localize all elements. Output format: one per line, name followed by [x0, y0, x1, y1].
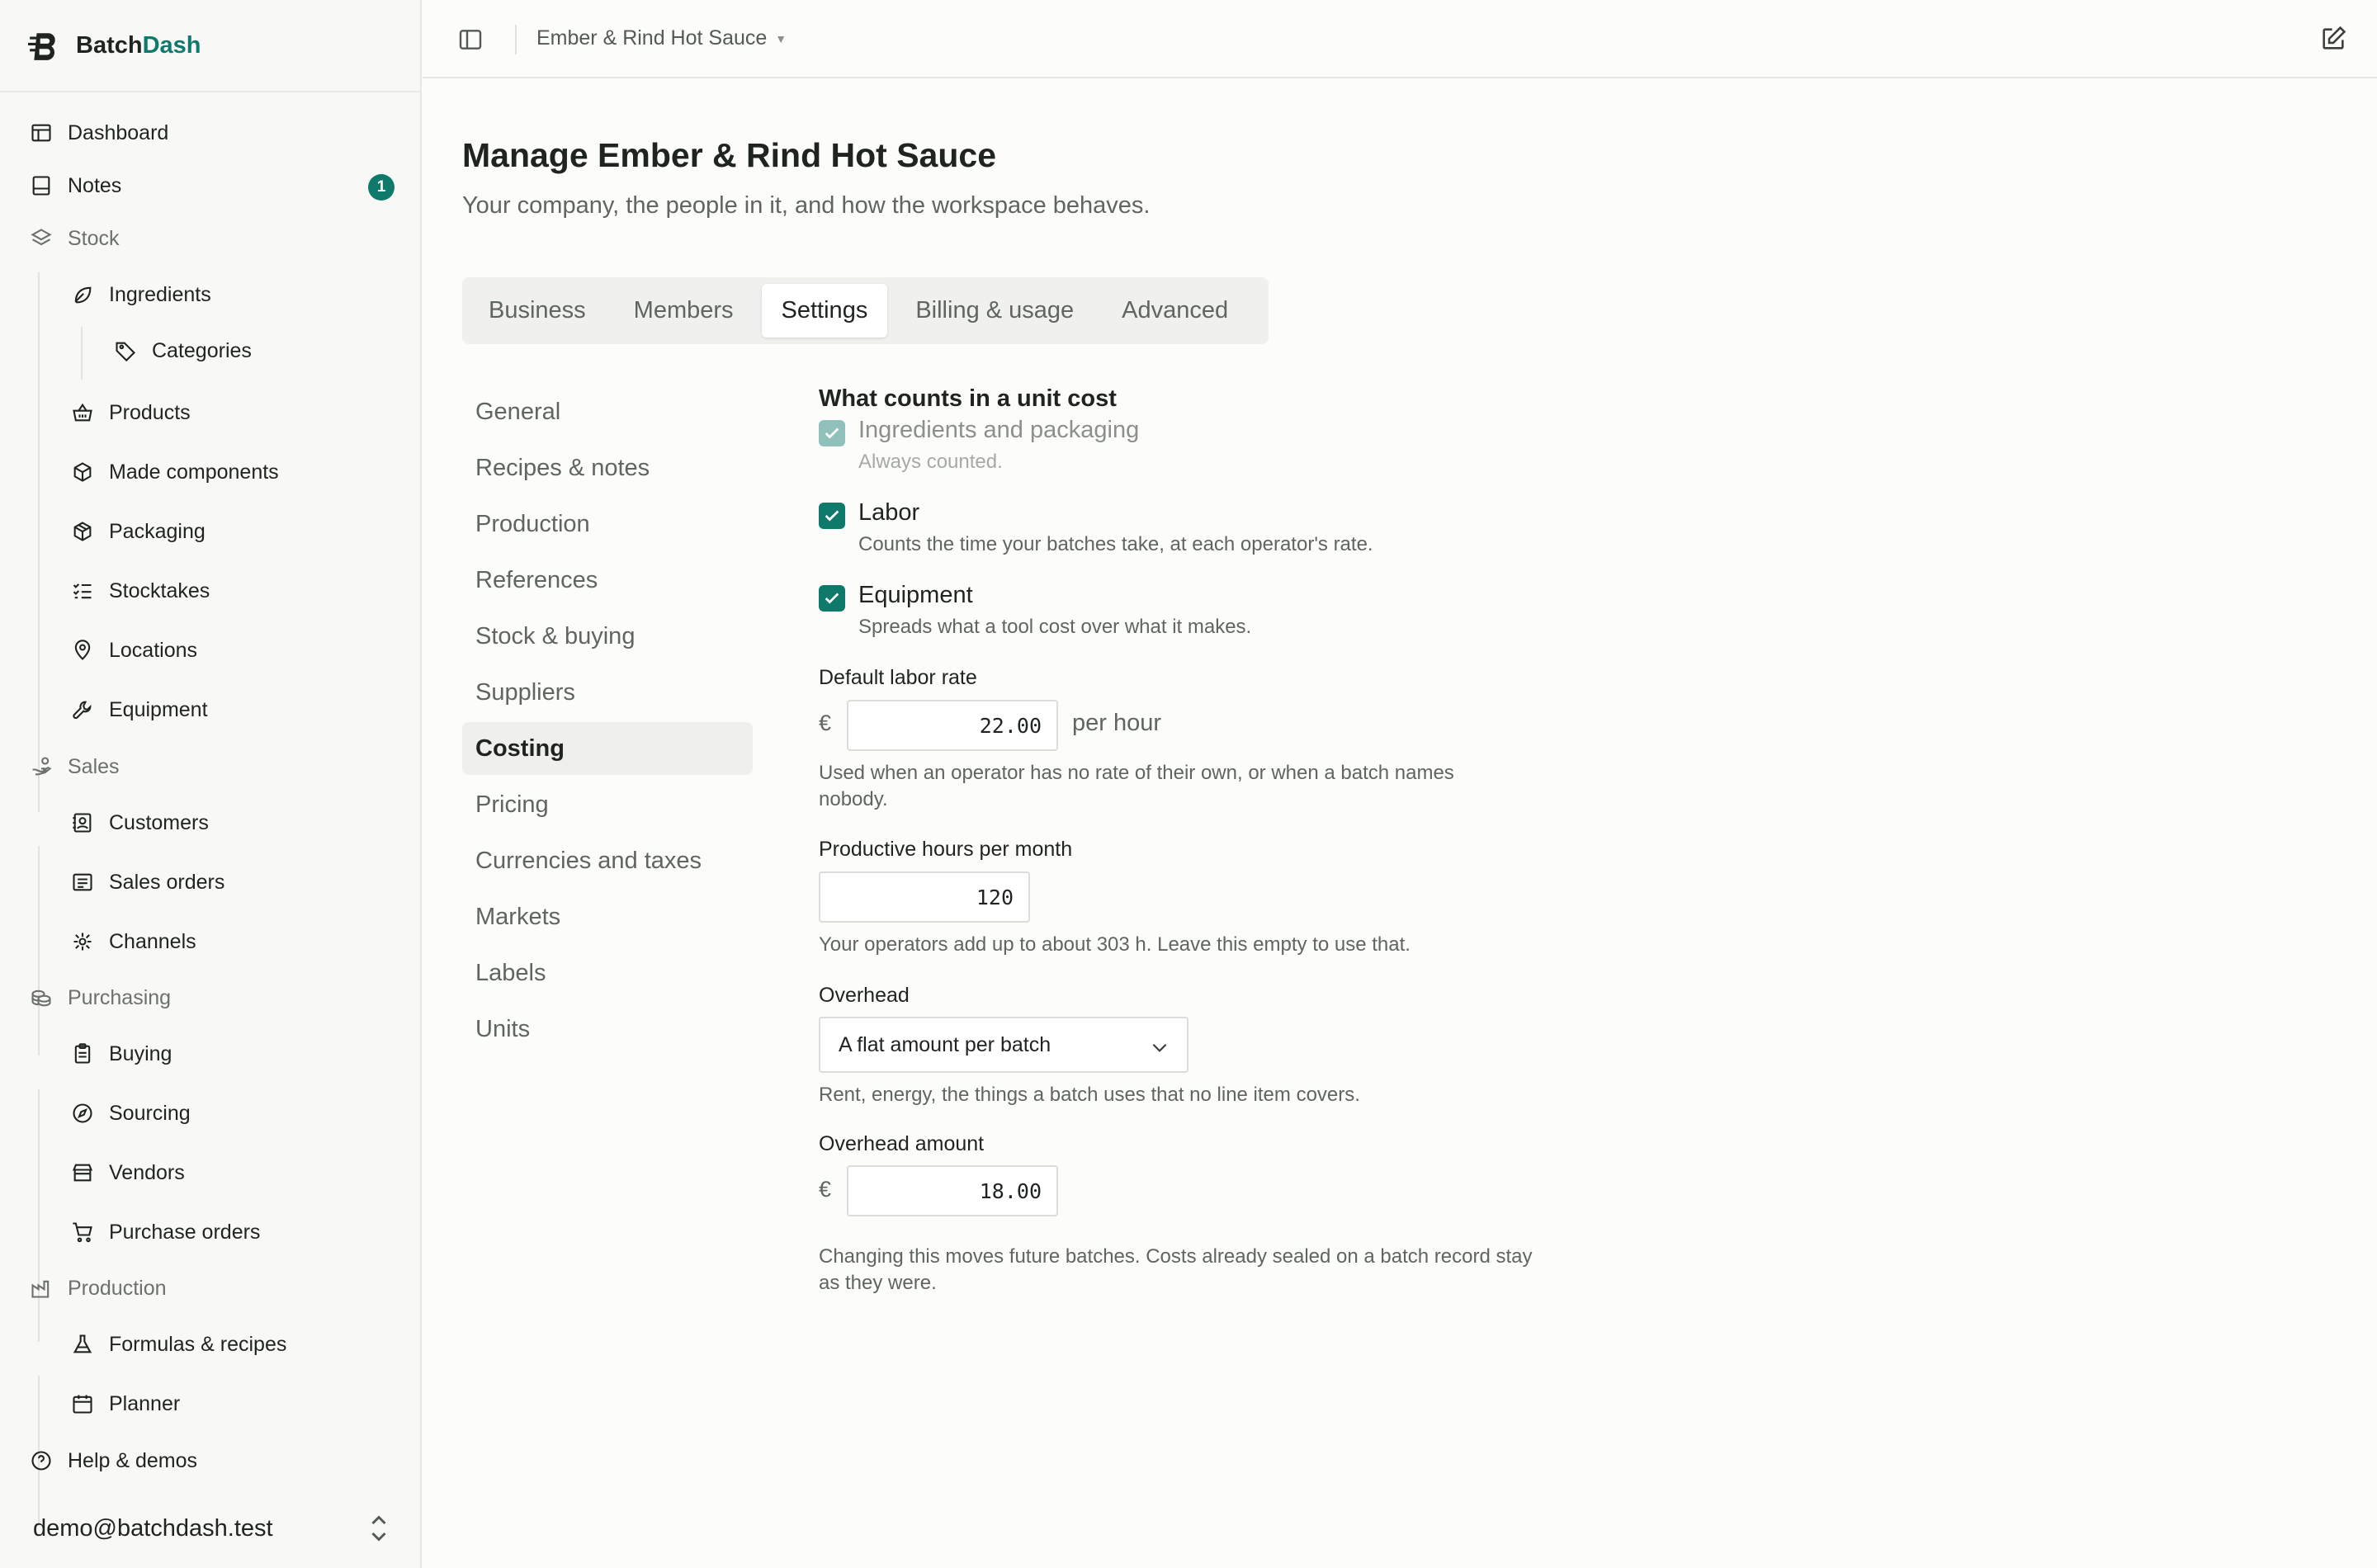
brand[interactable]	[0, 0, 420, 92]
dashboard-icon	[28, 120, 54, 146]
layers-icon	[28, 225, 54, 252]
tree-line-sales	[38, 846, 40, 1056]
equipment-desc: Spreads what a tool cost over what it makes.	[858, 616, 1252, 638]
sidebar-item-label: Buying	[109, 1041, 172, 1065]
account-switcher[interactable]	[0, 1489, 420, 1568]
unit-cost-section-title: What counts in a unit cost	[819, 385, 1117, 412]
flask-icon	[69, 1331, 96, 1358]
clipboard-icon	[69, 1041, 96, 1067]
sidebar-item-channels[interactable]	[69, 919, 196, 965]
sidebar-item-locations[interactable]	[69, 627, 197, 673]
sidebar-item-customers[interactable]	[69, 800, 209, 846]
receipt-icon	[69, 869, 96, 895]
equipment-checkbox[interactable]	[819, 585, 845, 612]
sidebar-item-products[interactable]	[69, 390, 191, 436]
app-name: BatchDash	[76, 31, 201, 59]
contact-icon	[69, 810, 96, 836]
edit-icon[interactable]	[2319, 25, 2347, 53]
help-circle-icon	[28, 1448, 54, 1474]
productive-hours-input[interactable]: 120	[819, 871, 1030, 923]
subnav-suppliers[interactable]: Suppliers	[475, 678, 575, 706]
check-icon	[823, 589, 841, 607]
sidebar-item-ingredients[interactable]	[69, 272, 211, 318]
overhead-label: Overhead	[819, 984, 910, 1007]
cube-icon	[69, 459, 96, 485]
settings-tabs	[462, 277, 1269, 344]
ingredients-packaging-desc: Always counted.	[858, 451, 1003, 473]
sidebar	[0, 0, 422, 1568]
sidebar-section-label: Production	[68, 1276, 167, 1300]
tab-members[interactable]: Members	[633, 297, 734, 324]
sidebar-item-buying[interactable]	[69, 1031, 172, 1077]
subnav-references[interactable]: References	[475, 566, 598, 593]
tree-line-stock	[38, 272, 40, 812]
page-subtitle: Your company, the people in it, and how the workspace behaves.	[462, 192, 1151, 219]
sidebar-item-packaging[interactable]	[69, 508, 206, 555]
labor-rate-currency: €	[819, 711, 832, 735]
overhead-amount-label: Overhead amount	[819, 1132, 985, 1155]
tab-billing-usage[interactable]: Billing & usage	[915, 297, 1075, 324]
sidebar-item-help-demos[interactable]	[28, 1438, 197, 1484]
calendar-icon	[69, 1391, 96, 1417]
sidebar-item-stocktakes[interactable]	[69, 568, 210, 614]
subnav-labels[interactable]: Labels	[475, 959, 546, 986]
sidebar-item-label: Equipment	[109, 697, 208, 721]
ingredients-packaging-checkbox	[819, 420, 845, 446]
sidebar-item-label: Made components	[109, 460, 279, 484]
hand-coins-icon	[28, 753, 54, 780]
labor-rate-input[interactable]: 22.00	[847, 700, 1058, 751]
package-icon	[69, 518, 96, 545]
inbox-icon	[28, 172, 54, 199]
chevrons-up-down-icon	[369, 1514, 389, 1543]
notes-count-badge: 1	[368, 174, 395, 201]
breadcrumb-company[interactable]	[536, 26, 787, 50]
basket-icon	[69, 399, 96, 426]
equipment-label: Equipment	[858, 582, 973, 608]
subnav-production[interactable]: Production	[475, 510, 590, 537]
sidebar-item-sourcing[interactable]	[69, 1090, 191, 1136]
checklist-icon	[69, 578, 96, 604]
sidebar-item-formulas-recipes[interactable]	[69, 1321, 286, 1367]
main-content	[462, 78, 2377, 1568]
sidebar-item-equipment[interactable]	[69, 687, 208, 733]
sidebar-section-label: Sales	[68, 754, 120, 778]
labor-checkbox[interactable]	[819, 503, 845, 529]
sidebar-section-purchasing[interactable]	[28, 975, 171, 1021]
sidebar-item-label: Vendors	[109, 1160, 185, 1184]
ingredients-packaging-label: Ingredients and packaging	[858, 417, 1140, 443]
sidebar-item-label: Products	[109, 400, 191, 424]
labor-label: Labor	[858, 499, 920, 526]
topbar	[423, 0, 2377, 78]
sidebar-section-label: Stock	[68, 226, 120, 250]
subnav-markets[interactable]: Markets	[475, 903, 561, 930]
labor-rate-help: Used when an operator has no rate of their own, or when a batch names nobody.	[819, 762, 1454, 810]
sidebar-item-label: Help & demos	[68, 1448, 198, 1472]
sidebar-item-label: Formulas & recipes	[109, 1332, 287, 1356]
sidebar-section-label: Purchasing	[68, 985, 172, 1009]
overhead-amount-help: Changing this moves future batches. Costs already sealed on a batch record stay as they were.	[819, 1245, 1533, 1294]
map-pin-icon	[69, 637, 96, 664]
sidebar-item-label: Channels	[109, 929, 196, 953]
sidebar-item-categories[interactable]	[112, 328, 252, 374]
sidebar-item-label: Categories	[152, 338, 252, 362]
caret-down-icon: ▼	[775, 31, 787, 45]
sidebar-item-label: Planner	[109, 1391, 181, 1415]
overhead-select[interactable]	[819, 1017, 1188, 1073]
subnav-units[interactable]: Units	[475, 1015, 531, 1042]
tag-icon	[112, 338, 139, 364]
store-icon	[69, 1159, 96, 1186]
compass-icon	[69, 1100, 96, 1126]
sidebar-item-label: Customers	[109, 810, 209, 834]
breadcrumb-label: Ember & Rind Hot Sauce	[536, 26, 768, 50]
check-icon	[823, 424, 841, 442]
overhead-selected-value: A flat amount per batch	[839, 1032, 1051, 1056]
overhead-help: Rent, energy, the things a batch uses that no line item covers.	[819, 1084, 1360, 1106]
productive-hours-help: Your operators add up to about 303 h. Leave this empty to use that.	[819, 933, 1411, 956]
sidebar-item-notes[interactable]	[28, 163, 395, 209]
check-icon	[823, 507, 841, 525]
subnav-costing[interactable]: Costing	[462, 722, 753, 775]
sidebar-item-vendors[interactable]	[69, 1150, 185, 1196]
page-title: Manage Ember & Rind Hot Sauce	[462, 136, 997, 174]
labor-rate-label: Default labor rate	[819, 666, 977, 689]
subnav-stock-buying[interactable]: Stock & buying	[475, 622, 636, 649]
account-email: demo@batchdash.test	[33, 1514, 273, 1542]
sidebar-item-label: Stocktakes	[109, 579, 210, 602]
subnav-pricing[interactable]: Pricing	[475, 791, 549, 818]
overhead-amount-input[interactable]: 18.00	[847, 1165, 1058, 1216]
sidebar-toggle-icon[interactable]	[457, 26, 484, 53]
wrench-icon	[69, 697, 96, 723]
overhead-amount-currency: €	[819, 1177, 832, 1202]
equipment-option[interactable]	[819, 582, 1251, 639]
sidebar-item-label: Sourcing	[109, 1101, 191, 1125]
ingredients-packaging-option	[819, 417, 1139, 474]
sidebar-item-label: Locations	[109, 638, 198, 662]
network-icon	[69, 928, 96, 955]
sidebar-item-label: Ingredients	[109, 282, 211, 306]
tab-business[interactable]: Business	[489, 297, 586, 324]
cart-icon	[69, 1219, 96, 1245]
sidebar-item-label: Purchase orders	[109, 1220, 261, 1244]
sidebar-item-label: Packaging	[109, 519, 206, 543]
batchdash-logo-icon	[28, 28, 63, 63]
sidebar-item-planner[interactable]	[69, 1381, 180, 1427]
sidebar-item-sales-orders[interactable]	[69, 859, 224, 905]
sidebar-section-sales[interactable]	[28, 744, 120, 790]
sidebar-item-made-components[interactable]	[69, 449, 279, 495]
tab-advanced[interactable]: Advanced	[1122, 297, 1229, 324]
topbar-divider	[515, 25, 517, 54]
subnav-currencies-taxes[interactable]: Currencies and taxes	[475, 847, 702, 874]
sidebar-item-label: Sales orders	[109, 870, 225, 894]
labor-option[interactable]	[819, 499, 1373, 556]
labor-desc: Counts the time your batches take, at each operator's rate.	[858, 533, 1373, 555]
tab-settings[interactable]: Settings	[762, 284, 888, 338]
chevron-down-icon	[1149, 1037, 1170, 1058]
productive-hours-label: Productive hours per month	[819, 838, 1073, 861]
coins-icon	[28, 985, 54, 1011]
settings-subnav	[462, 385, 753, 1059]
factory-icon	[28, 1275, 54, 1301]
subnav-general[interactable]: General	[475, 398, 561, 425]
subnav-recipes-notes[interactable]: Recipes & notes	[475, 454, 650, 481]
sidebar-section-production[interactable]	[28, 1265, 167, 1311]
tree-line-ingredients	[81, 327, 83, 380]
sidebar-item-label: Notes	[68, 173, 122, 197]
sidebar-section-stock[interactable]	[28, 215, 120, 262]
sidebar-item-dashboard[interactable]	[28, 110, 168, 156]
leaf-icon	[69, 281, 96, 308]
sidebar-item-purchase-orders[interactable]	[69, 1209, 260, 1255]
sidebar-item-label: Dashboard	[68, 120, 169, 144]
labor-rate-unit: per hour	[1072, 710, 1162, 736]
